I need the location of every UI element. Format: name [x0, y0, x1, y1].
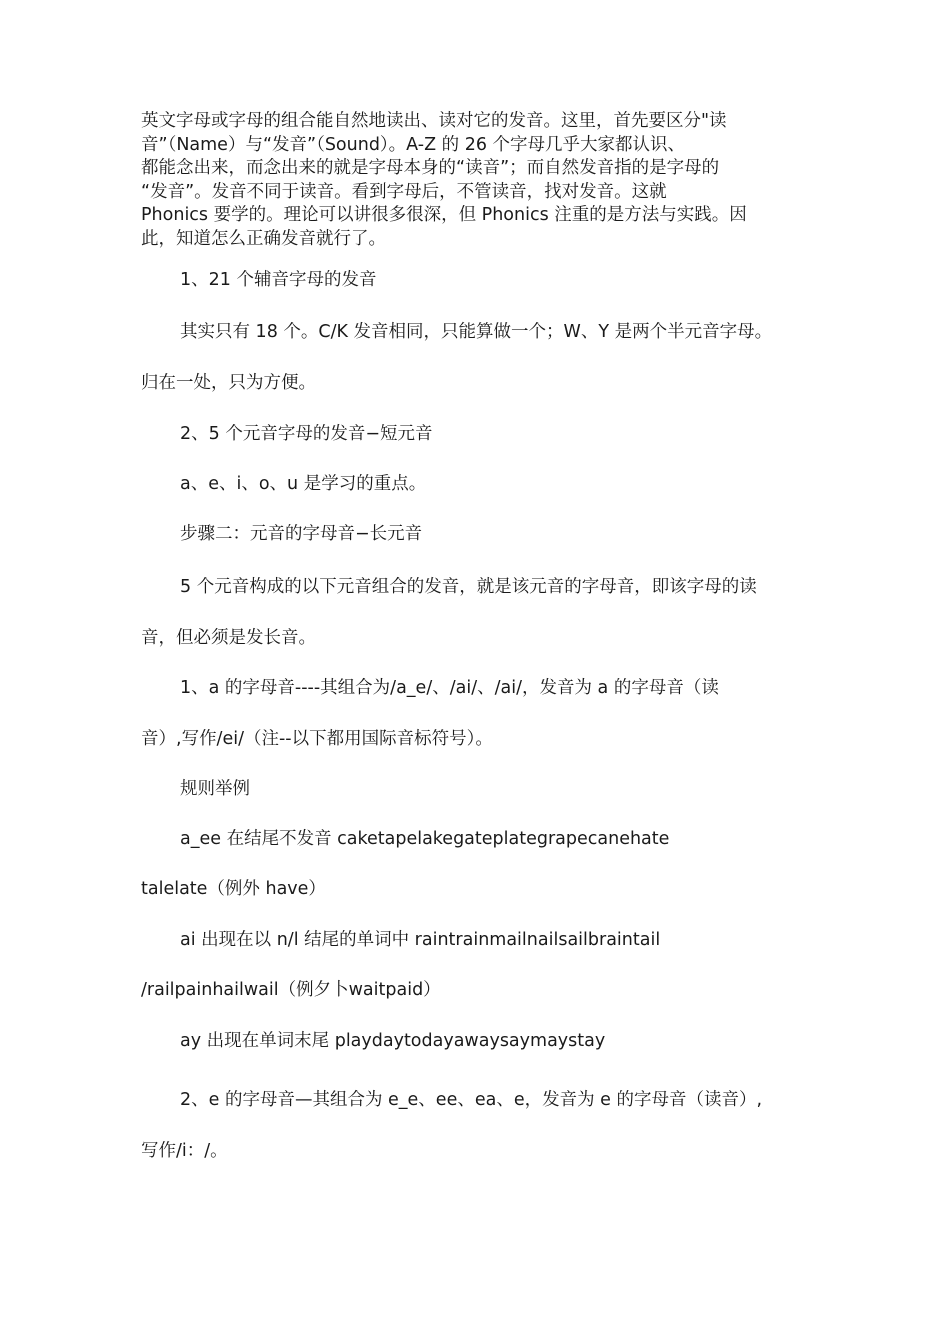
paragraph-line: 2、e 的字母音—其组合为 e_e、ee、ea、e，发音为 e 的字母音（读音）, — [180, 1090, 763, 1110]
paragraph-line: a、e、i、o、u 是学习的重点。 — [180, 474, 427, 494]
intro-line: 都能念出来，而念出来的就是字母本身的“读音”；而自然发音指的是字母的 — [141, 158, 720, 178]
section-heading-short-vowels: 2、5 个元音字母的发音−短元音 — [180, 424, 433, 444]
paragraph-line: 音，但必须是发长音。 — [141, 628, 316, 648]
paragraph-line: 1、a 的字母音----其组合为/a_e/、/ai/、/ai/，发音为 a 的字母音（读 — [180, 678, 719, 698]
paragraph-line: ai 出现在以 n/l 结尾的单词中 raintrainmailnailsailbraintail — [180, 930, 661, 950]
paragraph-line: 5 个元音构成的以下元音组合的发音，就是该元音的字母音，即该字母的读 — [180, 577, 757, 597]
paragraph-line: /railpainhailwail（例夕卜waitpaid） — [141, 980, 441, 1000]
section-heading-consonants: 1、21 个辅音字母的发音 — [180, 270, 377, 290]
section-heading-step-two: 步骤二：元音的字母音−长元音 — [180, 524, 423, 544]
intro-line: 英文字母或字母的组合能自然地读出、读对它的发音。这里，首先要区分"读 — [141, 111, 727, 131]
paragraph-line: talelate（例外 have） — [141, 879, 326, 899]
intro-line: Phonics 要学的。理论可以讲很多很深，但 Phonics 注重的是方法与实践。因 — [141, 205, 747, 225]
paragraph-line: ay 出现在单词末尾 playdaytodayawaysaymaystay — [180, 1031, 606, 1051]
intro-line: “发音”。发音不同于读音。看到字母后，不管读音，找对发音。这就 — [141, 181, 667, 202]
intro-paragraph — [141, 110, 816, 251]
paragraph-line: 写作/i：/。 — [141, 1141, 228, 1161]
intro-line: 音”（Name）与“发音”（Sound）。A-Z 的 26 个字母几乎大家都认识、 — [141, 134, 686, 155]
paragraph-line: 音）,写作/ei/（注--以下都用国际音标符号）。 — [141, 729, 493, 749]
intro-line: 此，知道怎么正确发音就行了。 — [141, 228, 386, 249]
paragraph-line: 归在一处，只为方便。 — [141, 373, 316, 393]
paragraph-line: a_ee 在结尾不发音 caketapelakegateplategrapecanehate — [180, 829, 670, 849]
paragraph-line: 其实只有 18 个。C/K 发音相同，只能算做一个；W、Y 是两个半元音字母。 — [180, 322, 773, 342]
rule-examples-label: 规则举例 — [180, 779, 250, 799]
